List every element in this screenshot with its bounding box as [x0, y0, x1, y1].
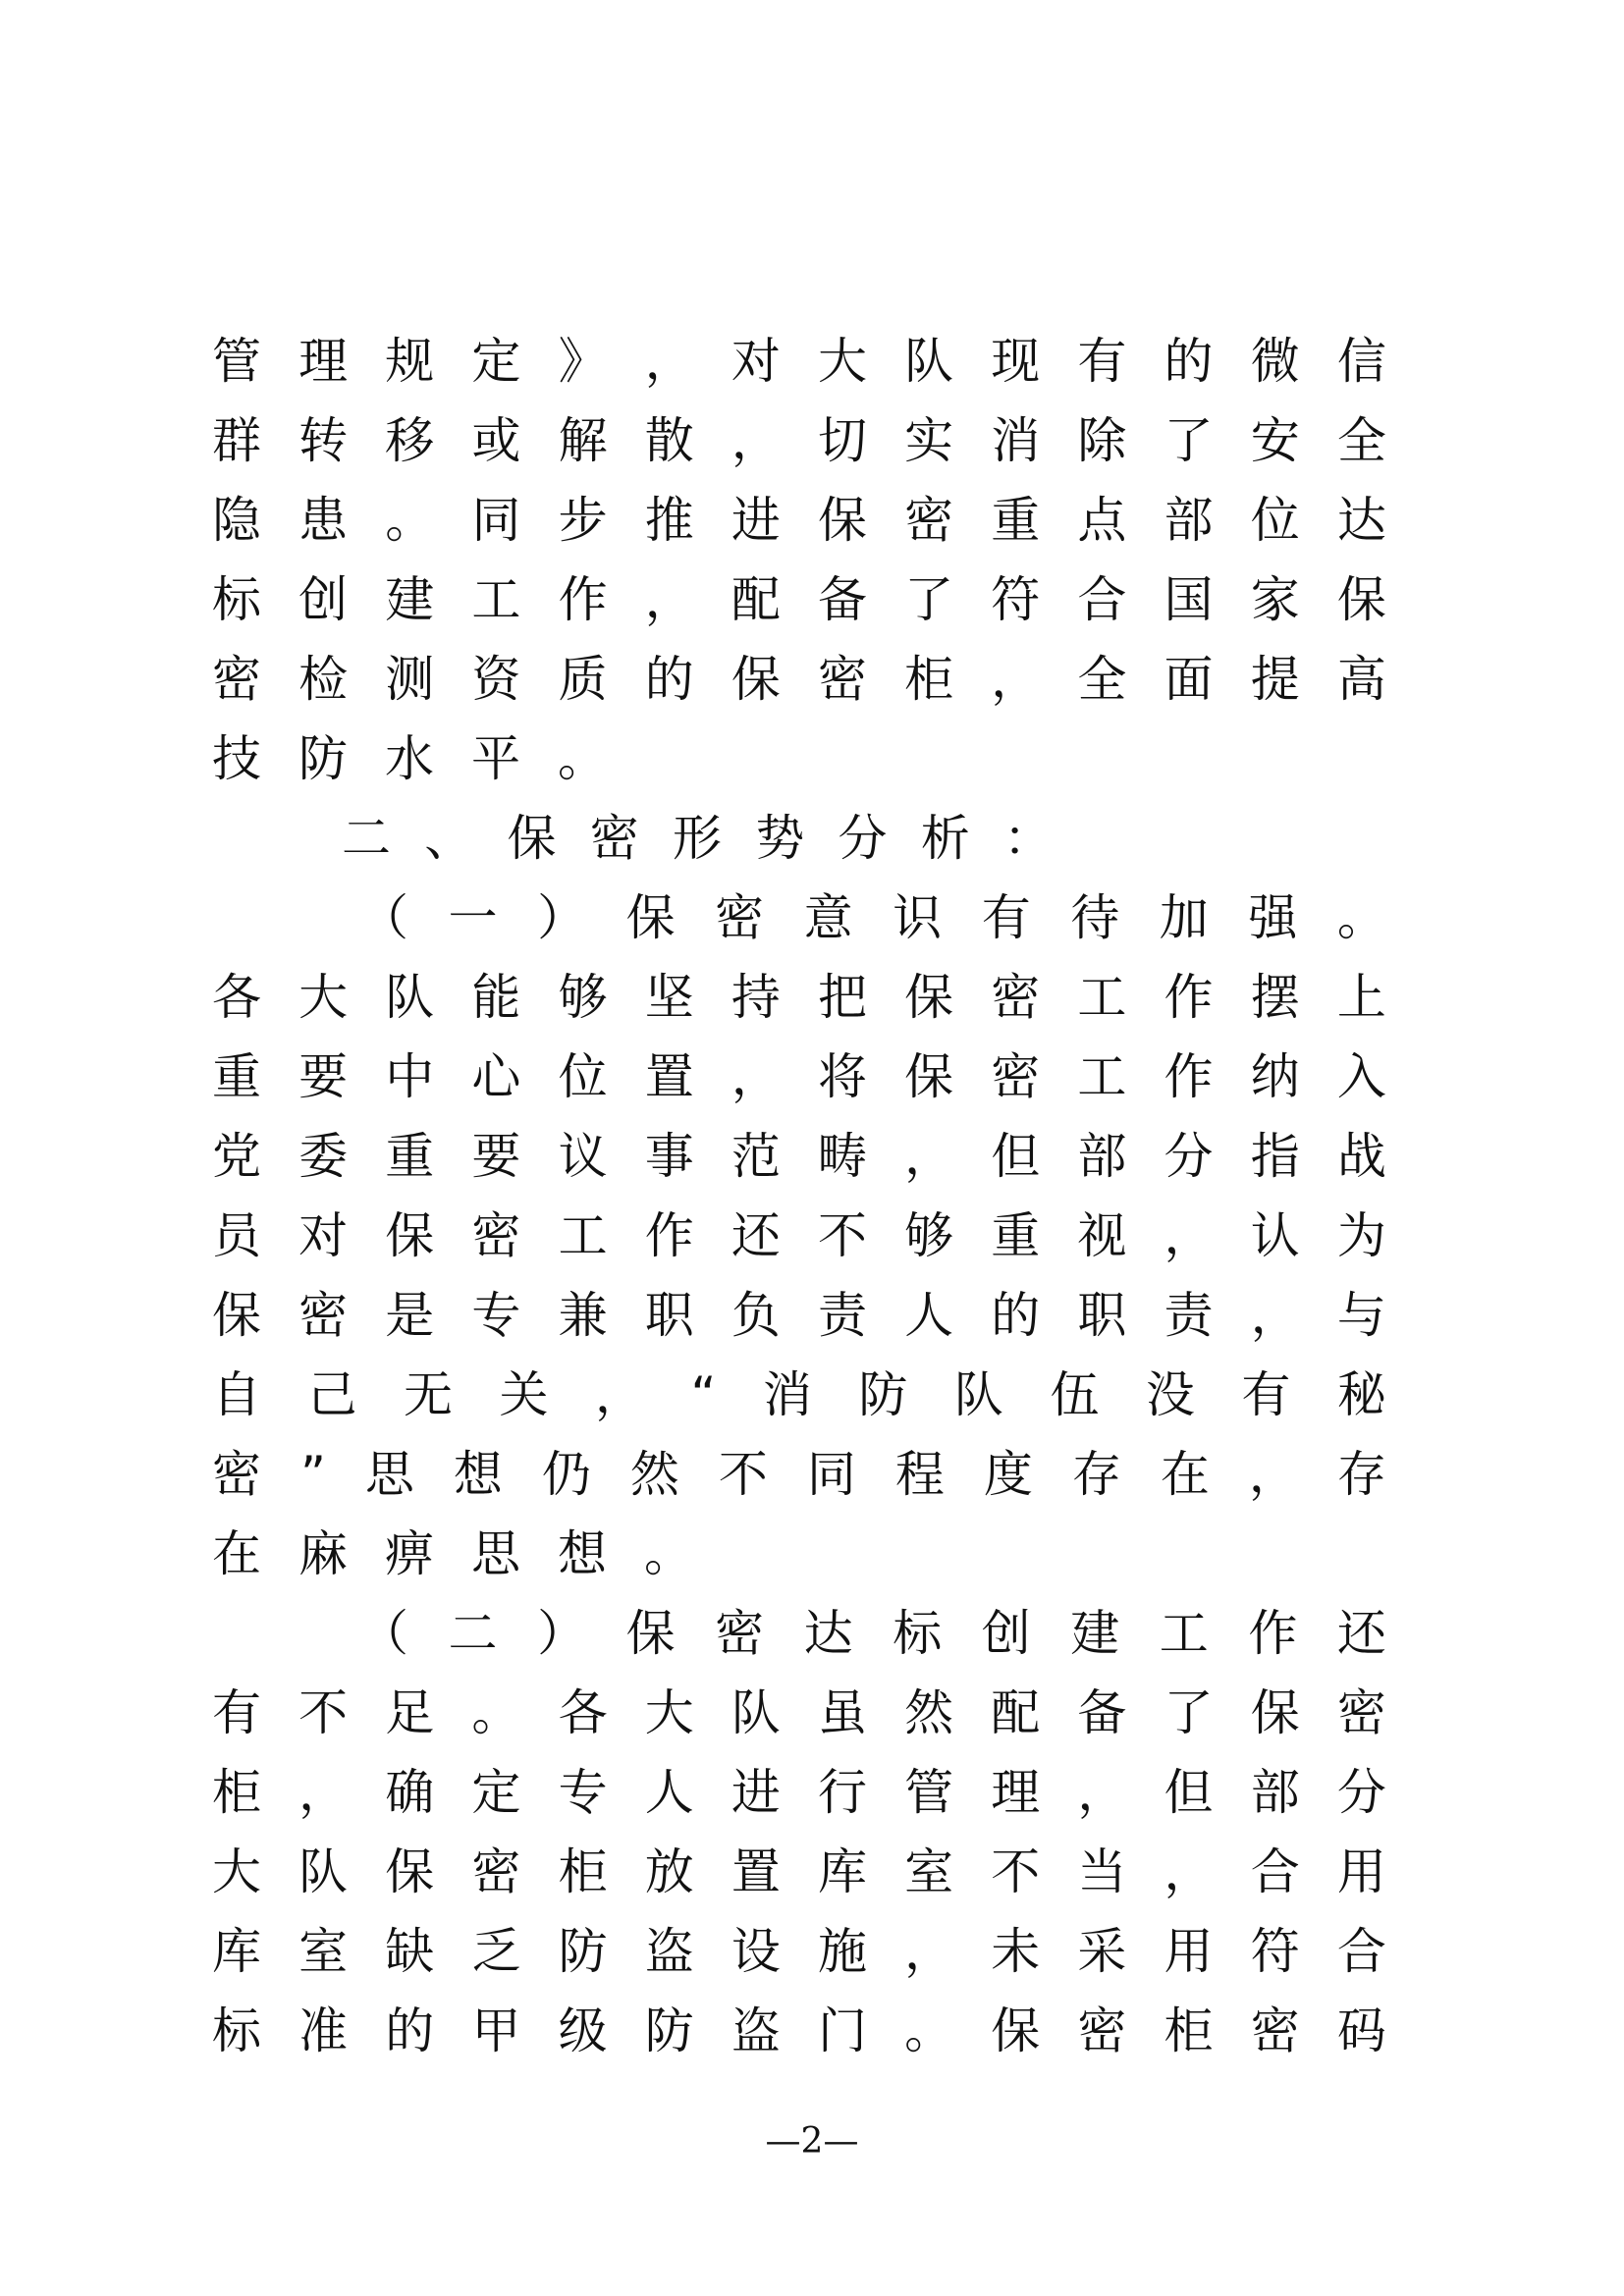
glyph: 强: [1248, 889, 1298, 946]
glyph: 入: [1336, 1048, 1386, 1105]
subsection-heading-2: [359, 1594, 1386, 1674]
subsection-heading-1: [359, 879, 1386, 958]
glyph: 把: [817, 969, 867, 1026]
body-line-7: [212, 958, 1386, 1038]
glyph: 大: [212, 1843, 261, 1900]
glyph: 大: [644, 1684, 694, 1741]
glyph: 不: [817, 1207, 867, 1264]
glyph: 工: [1077, 969, 1127, 1026]
glyph: 但: [991, 1128, 1041, 1185]
glyph: 有: [1077, 333, 1127, 390]
glyph: 实: [904, 412, 954, 469]
glyph: 移: [385, 412, 435, 469]
glyph: 不: [991, 1843, 1041, 1900]
glyph: 关: [499, 1366, 549, 1423]
glyph: 密: [471, 1843, 521, 1900]
glyph: 合: [1336, 1923, 1386, 1980]
glyph: 势: [755, 810, 805, 867]
glyph: 保: [625, 1605, 676, 1662]
glyph: 施: [817, 1923, 867, 1980]
glyph: “: [690, 1366, 717, 1423]
glyph: 各: [212, 969, 261, 1026]
glyph: 是: [385, 1287, 435, 1344]
glyph: 队: [731, 1684, 781, 1741]
glyph: 合: [1250, 1843, 1300, 1900]
glyph: 推: [644, 492, 694, 549]
glyph: 分: [838, 810, 888, 867]
glyph: 规: [385, 333, 435, 390]
glyph: ，: [1250, 1287, 1300, 1344]
glyph: 队: [298, 1843, 349, 1900]
glyph: 密: [715, 889, 765, 946]
glyph: 度: [983, 1446, 1033, 1503]
glyph: 保: [904, 1048, 954, 1105]
glyph: 防: [644, 2002, 694, 2059]
glyph: 部: [1077, 1128, 1127, 1185]
glyph: 重: [385, 1128, 435, 1185]
glyph: 己: [307, 1366, 357, 1423]
glyph: 委: [298, 1128, 349, 1185]
glyph: 合: [1077, 571, 1127, 628]
glyph: 职: [1077, 1287, 1127, 1344]
glyph: 消: [762, 1366, 812, 1423]
glyph: 。: [385, 492, 435, 549]
glyph: 室: [904, 1843, 954, 1900]
glyph: 员: [212, 1207, 261, 1264]
glyph: 配: [991, 1684, 1041, 1741]
glyph: 柜: [1164, 2002, 1214, 2059]
body-line-18: [212, 1912, 1386, 1992]
glyph: 虽: [817, 1684, 867, 1741]
glyph: 重: [991, 492, 1041, 549]
glyph: 检: [298, 651, 349, 708]
glyph: 指: [1250, 1128, 1300, 1185]
glyph: 与: [1336, 1287, 1386, 1344]
page-number: —2—: [765, 2121, 859, 2162]
glyph: 党: [212, 1128, 261, 1185]
glyph: 资: [471, 651, 521, 708]
glyph: 质: [558, 651, 608, 708]
glyph: 级: [558, 2002, 608, 2059]
glyph: 密: [212, 651, 261, 708]
glyph: 建: [385, 571, 435, 628]
glyph: 创: [298, 571, 349, 628]
glyph: 重: [991, 1207, 1041, 1264]
glyph: 各: [558, 1684, 608, 1741]
body-line-16: [212, 1753, 1386, 1833]
glyph: 范: [731, 1128, 781, 1185]
glyph: 人: [644, 1764, 694, 1821]
glyph: 战: [1336, 1128, 1386, 1185]
glyph: 当: [1077, 1843, 1127, 1900]
glyph: 密: [1077, 2002, 1127, 2059]
glyph: 柜: [212, 1764, 261, 1821]
glyph: 解: [558, 412, 608, 469]
glyph: 全: [1336, 412, 1386, 469]
glyph: 达: [803, 1605, 853, 1662]
glyph: 未: [991, 1923, 1041, 1980]
glyph: 或: [471, 412, 521, 469]
glyph: 面: [1164, 651, 1214, 708]
glyph: 符: [991, 571, 1041, 628]
glyph: 定: [471, 1764, 521, 1821]
glyph: ，: [1164, 1843, 1214, 1900]
glyph: 门: [817, 2002, 867, 2059]
body-line-6: 技防水平。: [212, 730, 644, 787]
glyph: 密: [1336, 1684, 1386, 1741]
glyph: 足: [385, 1684, 435, 1741]
glyph: 进: [731, 1764, 781, 1821]
glyph: 待: [1070, 889, 1120, 946]
glyph: ，: [904, 1923, 954, 1980]
glyph: 部: [1250, 1764, 1300, 1821]
glyph: 测: [385, 651, 435, 708]
glyph: ，: [595, 1366, 644, 1423]
glyph: 。: [471, 1684, 521, 1741]
glyph: 还: [731, 1207, 781, 1264]
glyph: 事: [644, 1128, 694, 1185]
glyph: 密: [589, 810, 639, 867]
glyph: 密: [298, 1287, 349, 1344]
glyph: 密: [715, 1605, 765, 1662]
glyph: 的: [644, 651, 694, 708]
glyph: ，: [991, 651, 1041, 708]
glyph: ）: [537, 1605, 587, 1662]
glyph: 对: [731, 333, 781, 390]
glyph: 同: [471, 492, 521, 549]
glyph: 码: [1336, 2002, 1386, 2059]
glyph: 确: [385, 1764, 435, 1821]
glyph: 采: [1077, 1923, 1127, 1980]
glyph: 柜: [904, 651, 954, 708]
glyph: 了: [1164, 1684, 1214, 1741]
glyph: ：: [1003, 810, 1053, 867]
glyph: 保: [507, 810, 557, 867]
glyph: 、: [424, 810, 474, 867]
glyph: 密: [212, 1446, 261, 1503]
glyph: 负: [731, 1287, 781, 1344]
glyph: 转: [298, 412, 349, 469]
glyph: 议: [558, 1128, 608, 1185]
glyph: 析: [920, 810, 970, 867]
glyph: ，: [644, 571, 694, 628]
glyph: 二: [342, 810, 391, 867]
glyph: 家: [1250, 571, 1300, 628]
glyph: 兼: [558, 1287, 608, 1344]
glyph: 消: [991, 412, 1041, 469]
glyph: 理: [991, 1764, 1041, 1821]
glyph: 盗: [644, 1923, 694, 1980]
glyph: 作: [644, 1207, 694, 1264]
glyph: 程: [894, 1446, 945, 1503]
glyph: 密: [991, 1048, 1041, 1105]
glyph: 信: [1336, 333, 1386, 390]
glyph: 意: [803, 889, 853, 946]
glyph: 盗: [731, 2002, 781, 2059]
glyph: 工: [1077, 1048, 1127, 1105]
glyph: 识: [893, 889, 943, 946]
glyph: ，: [731, 1048, 781, 1105]
glyph: 保: [731, 651, 781, 708]
glyph: 在: [1160, 1446, 1210, 1503]
glyph: 缺: [385, 1923, 435, 1980]
glyph: 对: [298, 1207, 349, 1264]
body-line-13: [212, 1435, 1386, 1515]
glyph: 分: [1336, 1764, 1386, 1821]
glyph: 全: [1077, 651, 1127, 708]
glyph: 伍: [1050, 1366, 1100, 1423]
glyph: 散: [644, 412, 694, 469]
glyph: 没: [1145, 1366, 1195, 1423]
body-line-10: [212, 1197, 1386, 1276]
glyph: 二: [448, 1605, 498, 1662]
glyph: 微: [1250, 333, 1300, 390]
glyph: 防: [558, 1923, 608, 1980]
glyph: 切: [817, 412, 867, 469]
glyph: 保: [385, 1843, 435, 1900]
glyph: 安: [1250, 412, 1300, 469]
body-line-17: [212, 1833, 1386, 1912]
glyph: 管: [904, 1764, 954, 1821]
glyph: ”: [300, 1446, 326, 1503]
glyph: 将: [817, 1048, 867, 1105]
glyph: 》: [558, 333, 608, 390]
glyph: 持: [731, 969, 781, 1026]
glyph: 备: [817, 571, 867, 628]
glyph: 隐: [212, 492, 261, 549]
body-line-4: [212, 561, 1386, 640]
glyph: 群: [212, 412, 261, 469]
glyph: 设: [731, 1923, 781, 1980]
glyph: 防: [858, 1366, 908, 1423]
glyph: 队: [385, 969, 435, 1026]
glyph: ，: [298, 1764, 349, 1821]
glyph: 还: [1336, 1605, 1386, 1662]
glyph: 室: [298, 1923, 349, 1980]
glyph: 作: [1164, 969, 1214, 1026]
glyph: 保: [1250, 1684, 1300, 1741]
glyph: 点: [1077, 492, 1127, 549]
glyph: 。: [1336, 889, 1386, 946]
glyph: 用: [1336, 1843, 1386, 1900]
glyph: 密: [904, 492, 954, 549]
glyph: 柜: [558, 1843, 608, 1900]
glyph: 标: [893, 1605, 943, 1662]
glyph: 坚: [644, 969, 694, 1026]
glyph: 不: [298, 1684, 349, 1741]
glyph: ，: [1164, 1207, 1214, 1264]
glyph: 有: [212, 1684, 261, 1741]
glyph: 标: [212, 2002, 261, 2059]
glyph: 国: [1164, 571, 1214, 628]
glyph: 备: [1077, 1684, 1127, 1741]
glyph: 保: [212, 1287, 261, 1344]
glyph: 保: [904, 969, 954, 1026]
body-line-11: [212, 1276, 1386, 1356]
glyph: 密: [817, 651, 867, 708]
glyph: 保: [385, 1207, 435, 1264]
section-heading: [342, 799, 1053, 879]
glyph: 队: [904, 333, 954, 390]
glyph: 提: [1250, 651, 1300, 708]
glyph: 创: [981, 1605, 1031, 1662]
glyph: 保: [991, 2002, 1041, 2059]
glyph: 现: [991, 333, 1041, 390]
glyph: ，: [1248, 1446, 1298, 1503]
glyph: 为: [1336, 1207, 1386, 1264]
glyph: 中: [385, 1048, 435, 1105]
glyph: 的: [385, 2002, 435, 2059]
body-line-2: [212, 401, 1386, 481]
glyph: 保: [1336, 571, 1386, 628]
glyph: 的: [1164, 333, 1214, 390]
glyph: 除: [1077, 412, 1127, 469]
glyph: 保: [625, 889, 676, 946]
glyph: 密: [471, 1207, 521, 1264]
glyph: 步: [558, 492, 608, 549]
glyph: 位: [558, 1048, 608, 1105]
glyph: 想: [453, 1446, 503, 1503]
glyph: 队: [953, 1366, 1003, 1423]
glyph: 无: [404, 1366, 453, 1423]
glyph: 了: [904, 571, 954, 628]
glyph: 认: [1250, 1207, 1300, 1264]
glyph: 工: [558, 1207, 608, 1264]
glyph: ，: [644, 333, 694, 390]
glyph: 然: [629, 1446, 679, 1503]
glyph: 甲: [471, 2002, 521, 2059]
glyph: 放: [644, 1843, 694, 1900]
glyph: 职: [644, 1287, 694, 1344]
glyph: 存: [1336, 1446, 1386, 1503]
glyph: 保: [817, 492, 867, 549]
glyph: 乏: [471, 1923, 521, 1980]
glyph: 作: [1164, 1048, 1214, 1105]
glyph: 摆: [1250, 969, 1300, 1026]
glyph: 责: [817, 1287, 867, 1344]
glyph: 要: [471, 1128, 521, 1185]
glyph: 畴: [817, 1128, 867, 1185]
glyph: 密: [991, 969, 1041, 1026]
glyph: 视: [1077, 1207, 1127, 1264]
body-line-19: [212, 1992, 1386, 2071]
glyph: 分: [1164, 1128, 1214, 1185]
glyph: 密: [1250, 2002, 1300, 2059]
glyph: 作: [1248, 1605, 1298, 1662]
glyph: 大: [817, 333, 867, 390]
glyph: 然: [904, 1684, 954, 1741]
glyph: 上: [1336, 969, 1386, 1026]
body-line-12: [212, 1356, 1386, 1435]
glyph: 达: [1336, 492, 1386, 549]
glyph: 专: [558, 1764, 608, 1821]
glyph: 仍: [541, 1446, 591, 1503]
body-line-3: [212, 481, 1386, 561]
body-line-15: [212, 1674, 1386, 1753]
glyph: 自: [212, 1366, 261, 1423]
glyph: ，: [731, 412, 781, 469]
glyph: ，: [904, 1128, 954, 1185]
glyph: 大: [298, 969, 349, 1026]
glyph: 思: [364, 1446, 414, 1503]
glyph: 心: [471, 1048, 521, 1105]
body-line-9: [212, 1117, 1386, 1197]
glyph: 了: [1164, 412, 1214, 469]
glyph: 专: [471, 1287, 521, 1344]
glyph: 纳: [1250, 1048, 1300, 1105]
glyph: 符: [1250, 1923, 1300, 1980]
glyph: 理: [298, 333, 349, 390]
glyph: 建: [1070, 1605, 1120, 1662]
glyph: 置: [644, 1048, 694, 1105]
glyph: （: [359, 889, 408, 946]
glyph: ，: [1077, 1764, 1127, 1821]
glyph: 同: [806, 1446, 856, 1503]
glyph: 患: [298, 492, 349, 549]
glyph: ）: [537, 889, 587, 946]
glyph: 责: [1164, 1287, 1214, 1344]
glyph: 工: [471, 571, 521, 628]
glyph: 形: [673, 810, 722, 867]
body-line-14: 在麻痹思想。: [212, 1525, 731, 1582]
glyph: 能: [471, 969, 521, 1026]
glyph: 秘: [1336, 1366, 1386, 1423]
body-line-8: [212, 1038, 1386, 1117]
body-line-1: [212, 322, 1386, 401]
glyph: 部: [1164, 492, 1214, 549]
glyph: 库: [817, 1843, 867, 1900]
glyph: 但: [1164, 1764, 1214, 1821]
glyph: 有: [1241, 1366, 1291, 1423]
glyph: 。: [904, 2002, 954, 2059]
glyph: 人: [904, 1287, 954, 1344]
glyph: 有: [981, 889, 1031, 946]
glyph: 用: [1164, 1923, 1214, 1980]
glyph: 够: [904, 1207, 954, 1264]
glyph: 一: [448, 889, 498, 946]
glyph: 工: [1159, 1605, 1209, 1662]
glyph: 不: [718, 1446, 768, 1503]
glyph: 重: [212, 1048, 261, 1105]
glyph: 要: [298, 1048, 349, 1105]
glyph: 存: [1071, 1446, 1121, 1503]
glyph: 置: [731, 1843, 781, 1900]
glyph: 行: [817, 1764, 867, 1821]
glyph: 标: [212, 571, 261, 628]
glyph: 高: [1336, 651, 1386, 708]
glyph: 作: [558, 571, 608, 628]
glyph: 加: [1159, 889, 1209, 946]
glyph: （: [359, 1605, 408, 1662]
glyph: 定: [471, 333, 521, 390]
body-line-5: [212, 640, 1386, 720]
glyph: 库: [212, 1923, 261, 1980]
glyph: 进: [731, 492, 781, 549]
glyph: 的: [991, 1287, 1041, 1344]
glyph: 够: [558, 969, 608, 1026]
glyph: 位: [1250, 492, 1300, 549]
glyph: 管: [212, 333, 261, 390]
glyph: 配: [731, 571, 781, 628]
glyph: 准: [298, 2002, 349, 2059]
